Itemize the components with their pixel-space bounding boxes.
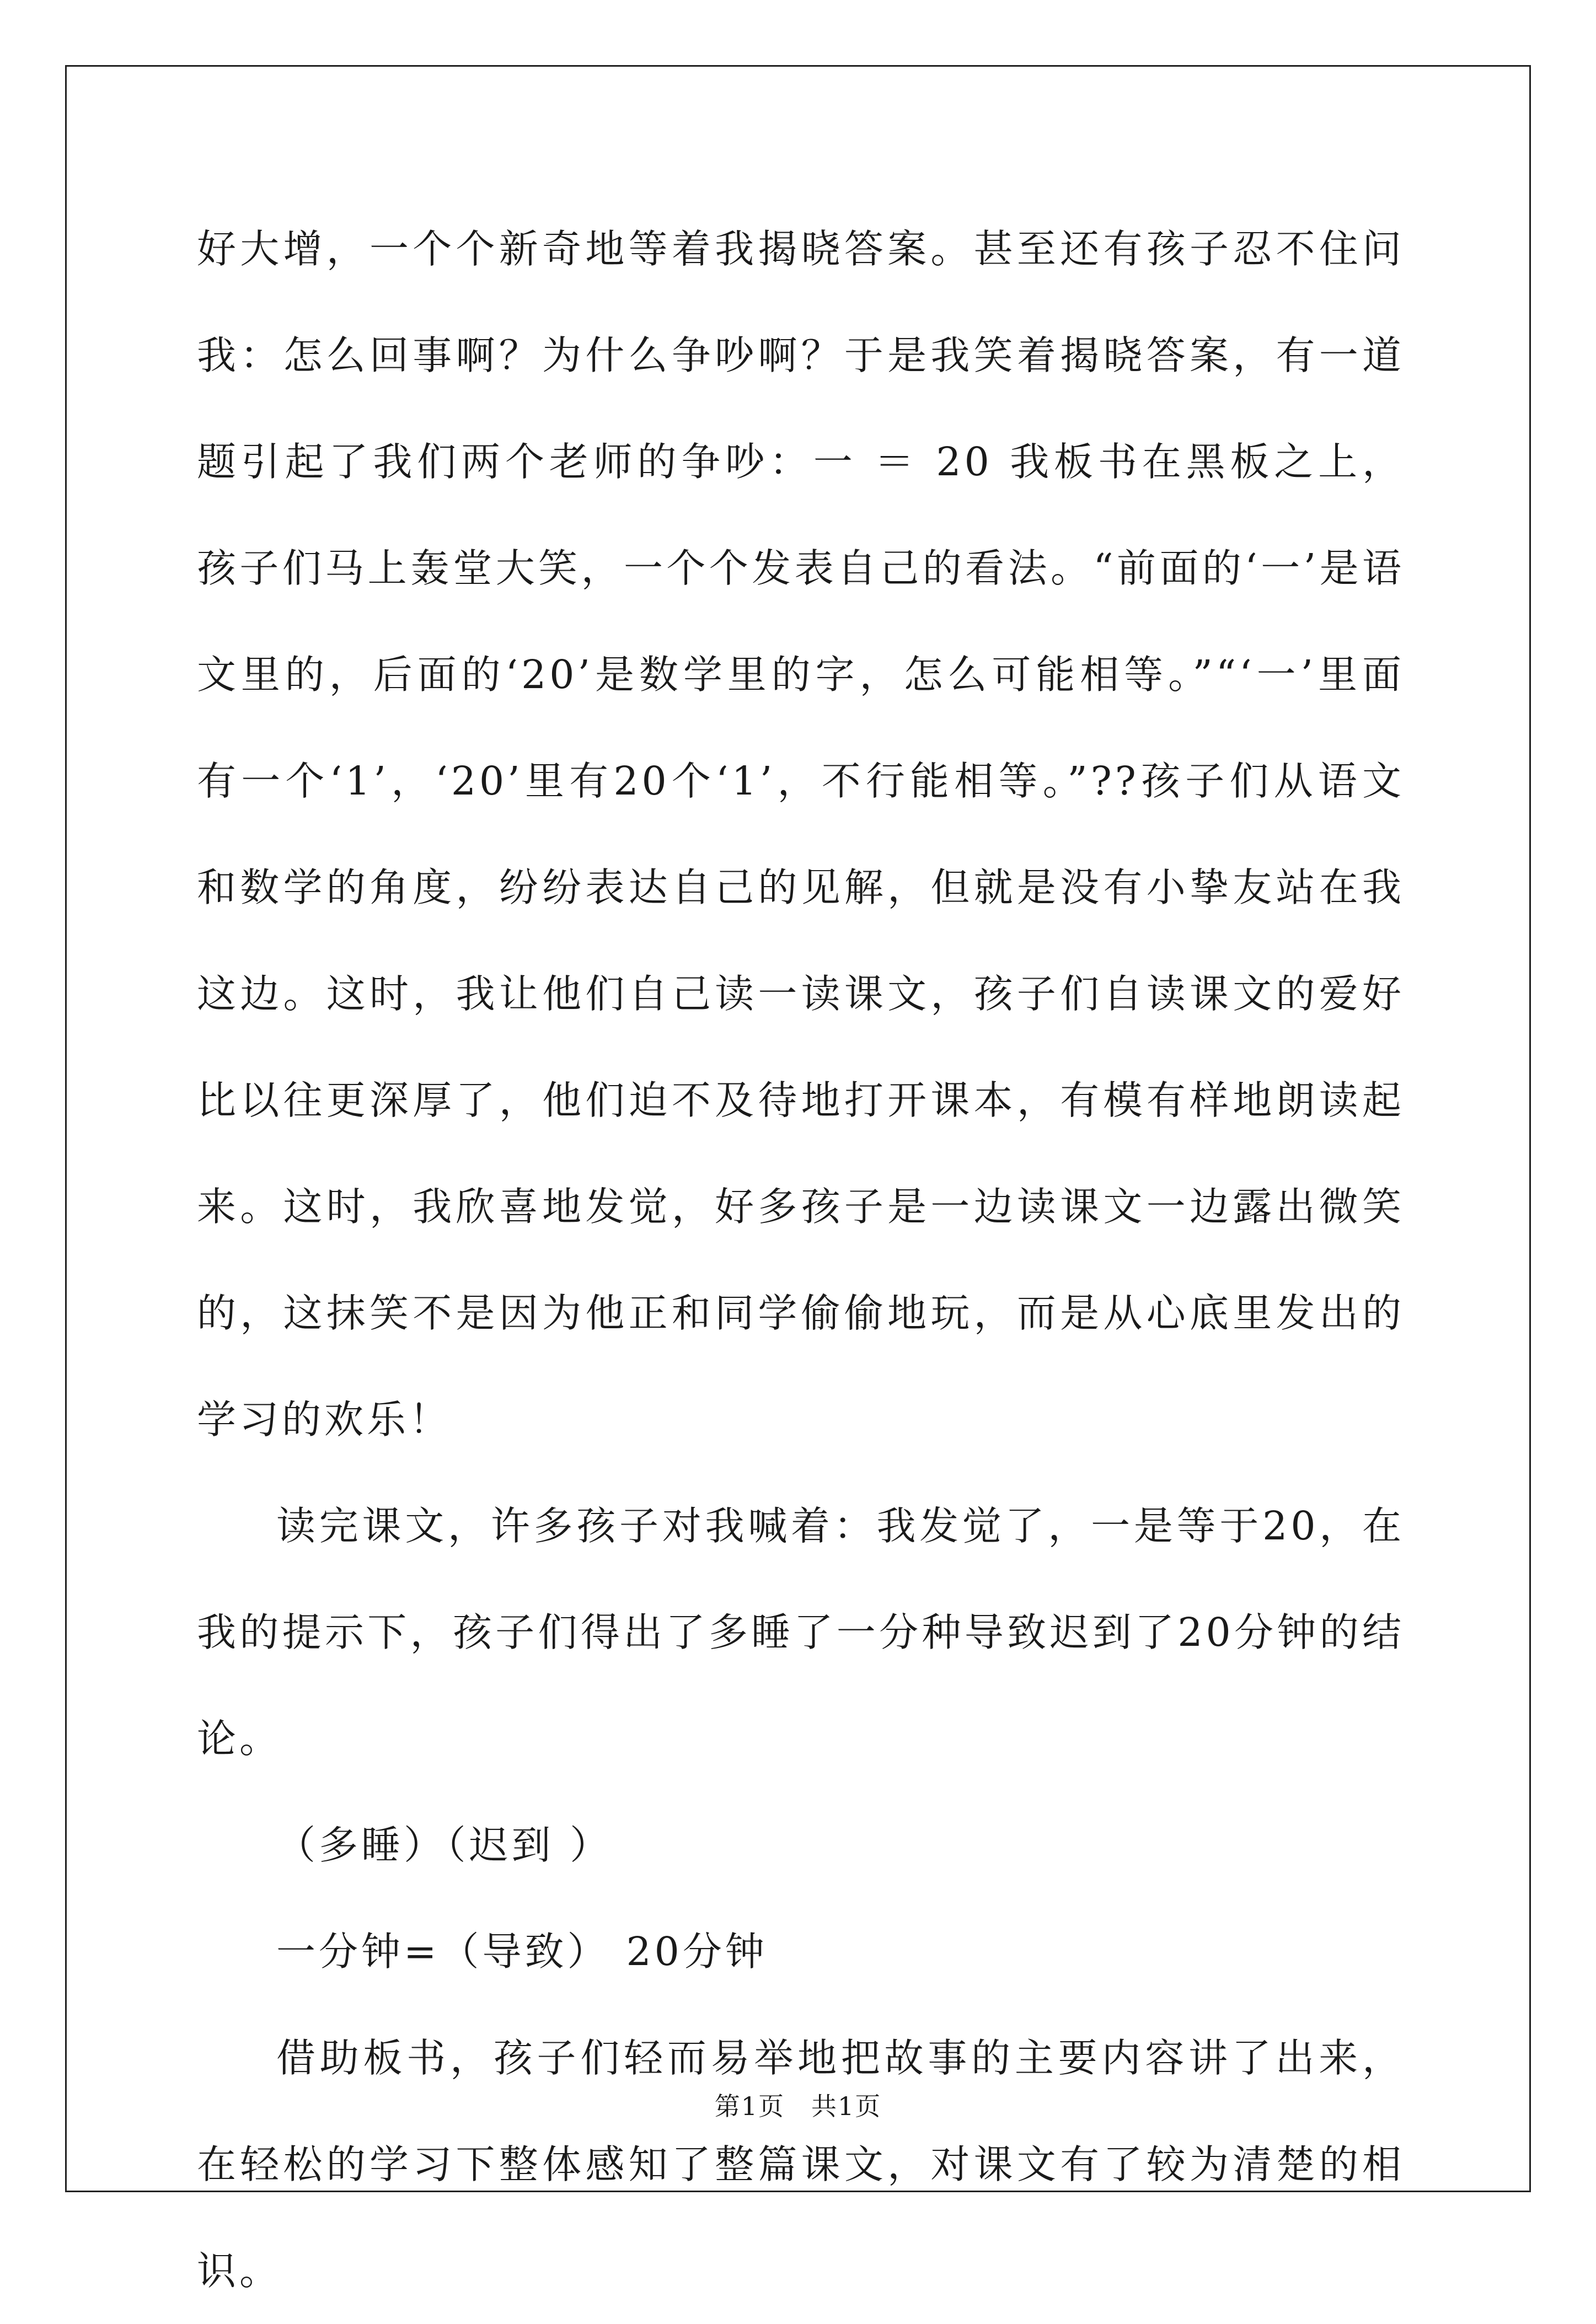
page-number: 第1页	[714, 2091, 785, 2121]
page-footer	[0, 2090, 1596, 2123]
paragraph-continued: 好大增，一个个新奇地等着我揭晓答案。甚至还有孩子忍不住问我：怎么回事啊？为什么争吵啊？于是我笑着揭晓答案，有一道题引起了我们两个老师的争吵：一 ＝ 20 我板书在黑板之上，孩子们马上轰堂大笑，一个个发表自己的看法。“前面的‘一’是语文里的，后面的‘20’是数学里的字，怎么可能相等。”“‘一’里面有一个‘1’，‘20’里有20个‘1’，不行能相等。”??孩子们从语文和数学的角度，纷纷表达自己的见解，但就是没有小挚友站在我这边。这时，我让他们自己读一读课文，孩子们自读课文的爱好比以往更深厚了，他们迫不及待地打开课本，有模有样地朗读起来。这时，我欣喜地发觉，好多孩子是一边读课文一边露出微笑的，这抹笑不是因为他正和同学偷偷地玩，而是从心底里发出的学习的欢乐！	[197, 226, 1405, 1442]
board-note-equation	[197, 1898, 1405, 2005]
paragraph-summary: 借助板书，孩子们轻而易举地把故事的主要内容讲了出来，在轻松的学习下整体感知了整篇课文，对课文有了较为清楚的相识。	[197, 2035, 1405, 2294]
board-note-equation-left: 一分钟=（导致）	[276, 1929, 610, 1974]
board-note-labels: （多睡）（迟到 ）	[276, 1822, 613, 1868]
paragraph-reading-result: 读完课文，许多孩子对我喊着：我发觉了，一是等于20，在我的提示下，孩子们得出了多睡了一分种导致迟到了20分钟的结论。	[197, 1503, 1405, 1762]
document-body	[197, 196, 1405, 2324]
board-note-equation-right: 20分钟	[626, 1929, 768, 1974]
page-total: 共1页	[811, 2091, 882, 2121]
